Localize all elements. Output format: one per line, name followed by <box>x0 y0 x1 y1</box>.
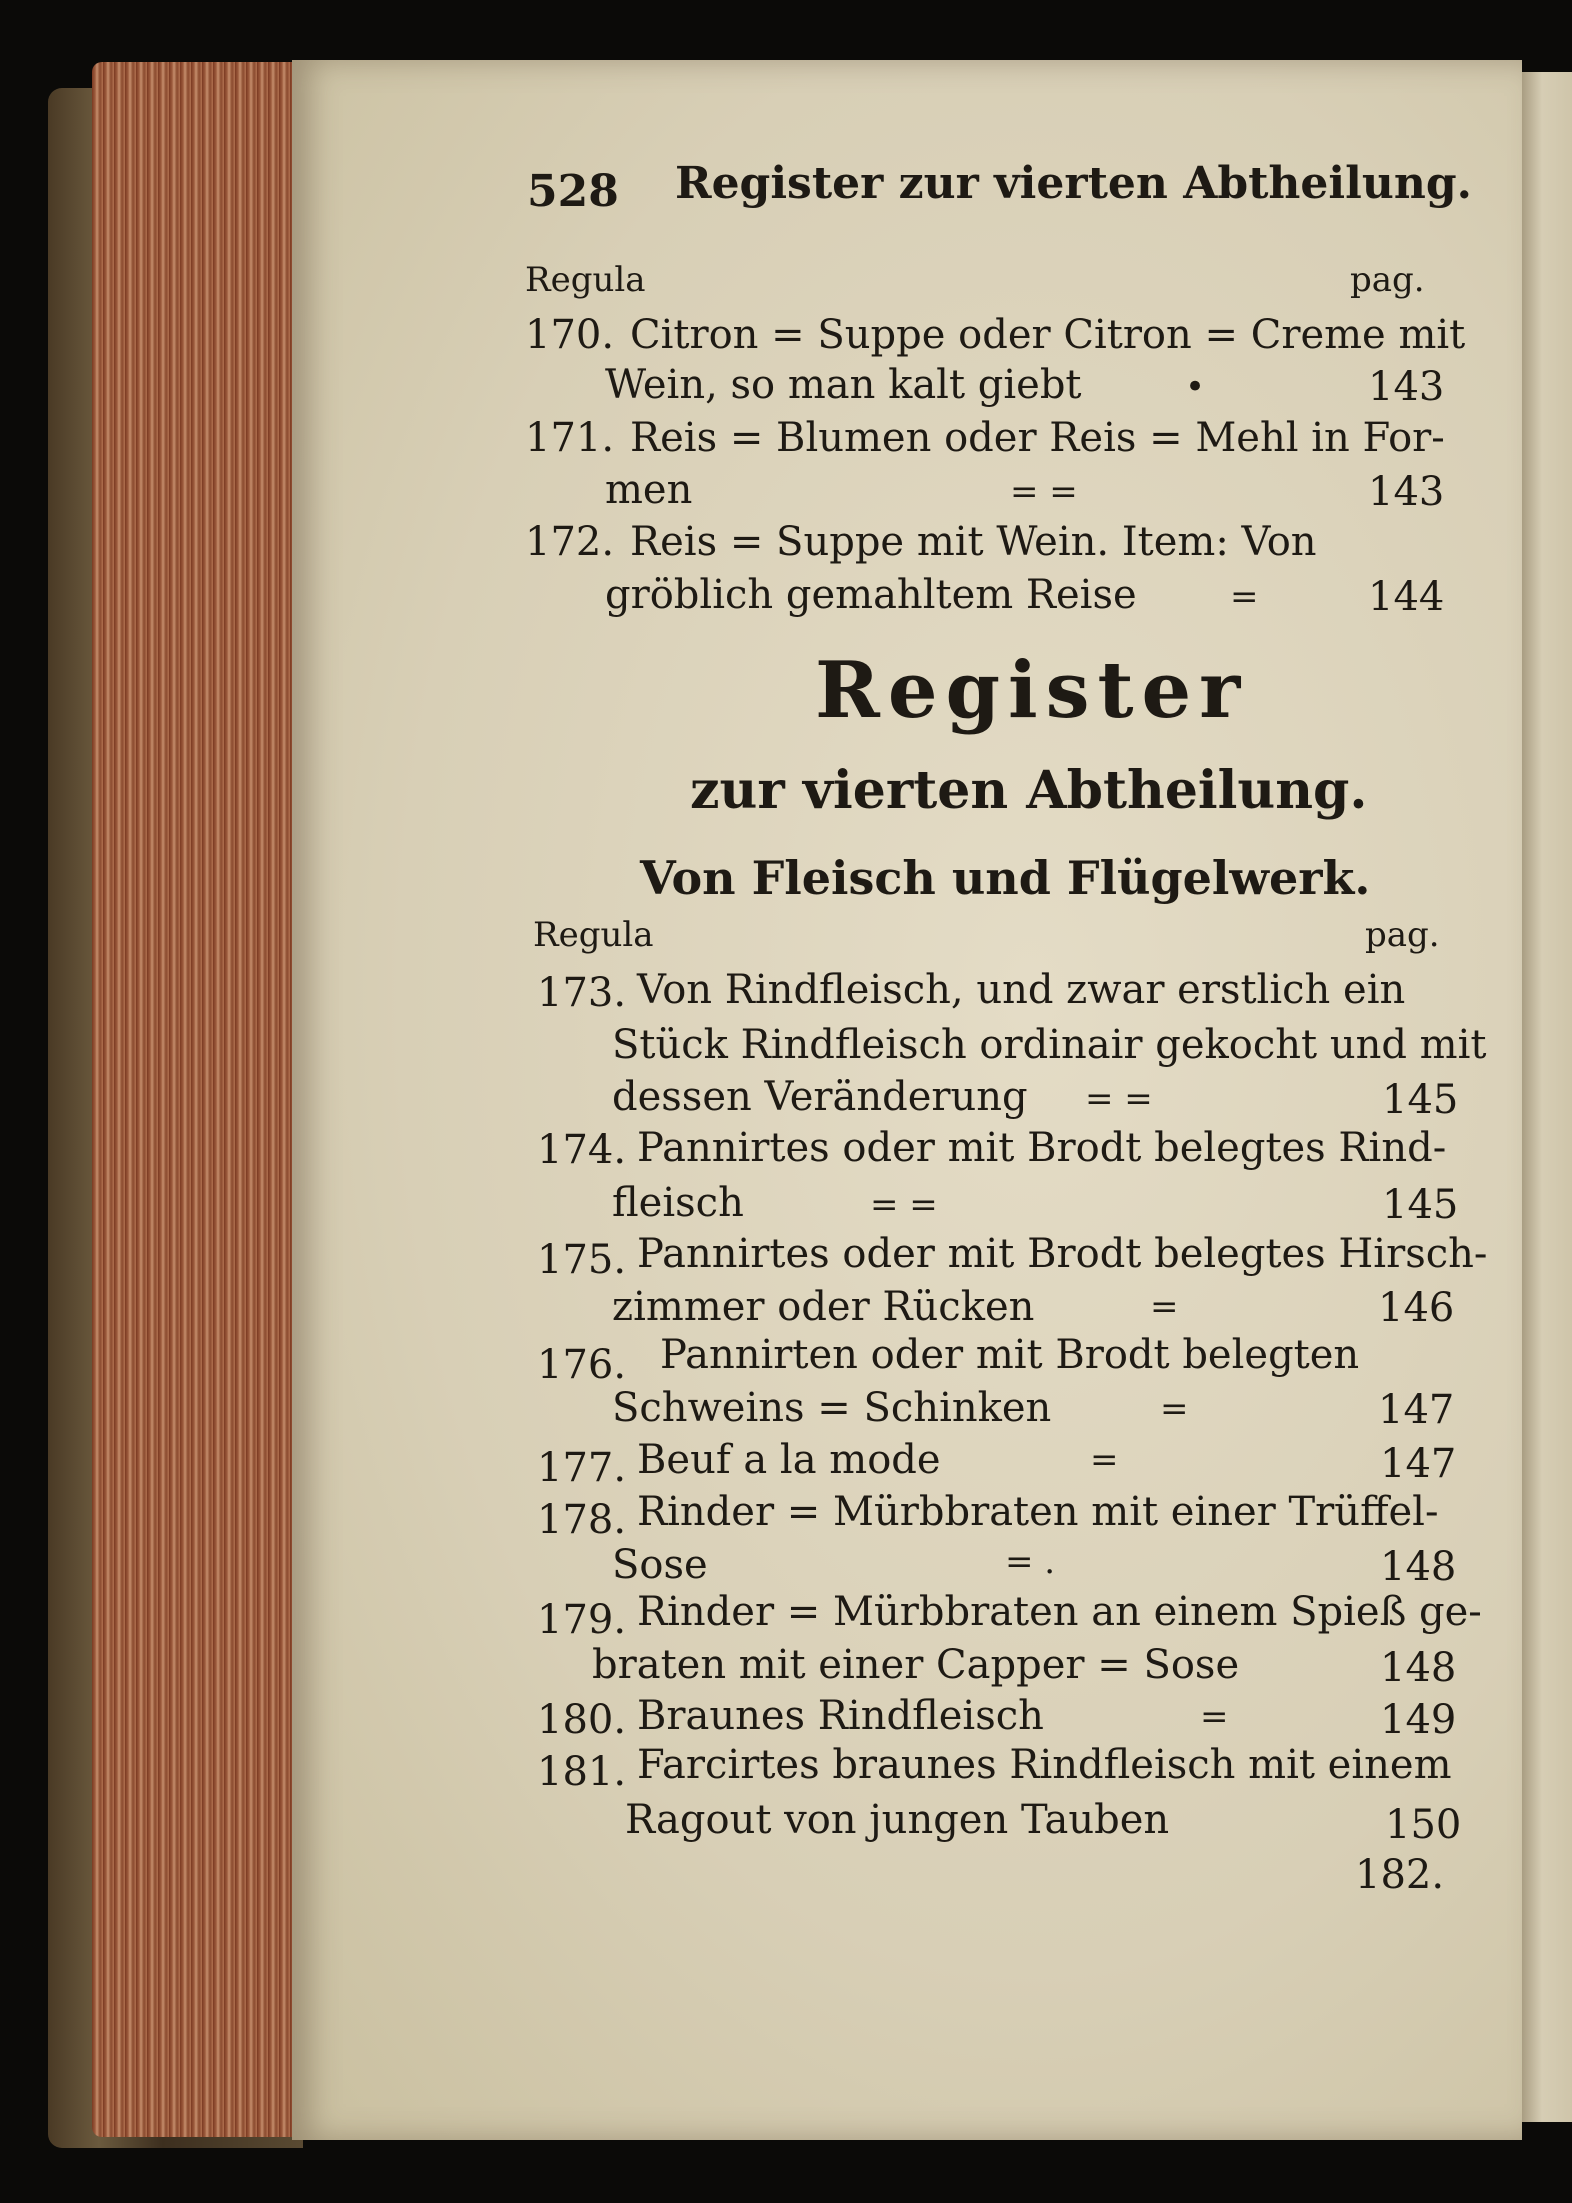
entry-number: 175. <box>537 1237 627 1283</box>
section-title: Register <box>815 645 1249 736</box>
pag-label: pag. <box>1365 915 1440 955</box>
catchword: 182. <box>1355 1852 1445 1898</box>
running-title: Register zur vierten Abtheilung. <box>675 158 1472 209</box>
entry-page: 146 <box>1378 1285 1455 1331</box>
leader-dots: = = <box>870 1185 938 1225</box>
leader-dots: = = <box>1085 1079 1153 1119</box>
entry-line: Farcirtes braunes Rindfleisch mit einem <box>637 1742 1452 1788</box>
entry-line: Citron = Suppe oder Citron = Creme mit <box>630 312 1466 358</box>
entry-line: men <box>605 467 693 513</box>
entry-line: gröblich gemahltem Reise <box>605 572 1137 618</box>
entry-page: 143 <box>1368 469 1445 515</box>
entry-line: Pannirtes oder mit Brodt belegtes Hirsch- <box>637 1231 1488 1277</box>
entry-page: 145 <box>1382 1182 1459 1228</box>
entry-line: Reis = Blumen oder Reis = Mehl in For- <box>630 415 1445 461</box>
leader-dots: = <box>1200 1697 1229 1737</box>
section-subtitle-2: Von Fleisch und Flügelwerk. <box>640 851 1371 905</box>
entry-page: 149 <box>1380 1697 1457 1743</box>
entry-page: 148 <box>1380 1645 1457 1691</box>
entry-line: Rinder = Mürbbraten mit einer Trüffel- <box>637 1489 1439 1535</box>
leader-dots: = = <box>1010 472 1078 512</box>
regula-label: Regula <box>525 260 646 300</box>
entry-line: Wein, so man kalt giebt <box>605 362 1082 408</box>
entry-line: braten mit einer Capper = Sose <box>592 1642 1240 1688</box>
leader-dots: = <box>1230 577 1259 617</box>
entry-number: 172. <box>525 519 615 565</box>
entry-number: 177. <box>537 1445 627 1491</box>
entry-page: 148 <box>1380 1544 1457 1590</box>
entry-line: Reis = Suppe mit Wein. Item: Von <box>630 519 1317 565</box>
entry-line: Stück Rindfleisch ordinair gekocht und mit <box>612 1022 1487 1068</box>
entry-line: zimmer oder Rücken <box>612 1284 1035 1330</box>
entry-page: 145 <box>1382 1077 1459 1123</box>
facing-page-edge <box>1522 72 1572 2122</box>
entry-number: 176. <box>537 1342 627 1388</box>
entry-line: Sose <box>612 1542 708 1588</box>
entry-line: Braunes Rindfleisch <box>637 1693 1044 1739</box>
entry-number: 171. <box>525 415 615 461</box>
entry-line: Schweins = Schinken <box>612 1385 1052 1431</box>
entry-number: 170. <box>525 312 615 358</box>
page-number: 528 <box>527 166 619 217</box>
entry-page: 143 <box>1368 364 1445 410</box>
entry-page: 147 <box>1380 1441 1457 1487</box>
pag-label: pag. <box>1350 260 1425 300</box>
leader-dots: • <box>1185 367 1206 407</box>
entry-page: 150 <box>1385 1802 1462 1848</box>
entry-line: Pannirtes oder mit Brodt belegtes Rind- <box>637 1125 1447 1171</box>
entry-number: 173. <box>537 970 627 1016</box>
leader-dots: = <box>1150 1287 1179 1327</box>
entry-line: Ragout von jungen Tauben <box>625 1797 1170 1843</box>
entry-number: 178. <box>537 1497 627 1543</box>
regula-label: Regula <box>533 915 654 955</box>
entry-line: fleisch <box>612 1180 744 1226</box>
entry-line: Von Rindfleisch, und zwar erstlich ein <box>637 967 1406 1013</box>
entry-line: Pannirten oder mit Brodt belegten <box>660 1332 1360 1378</box>
page-edges <box>92 62 308 2137</box>
entry-number: 180. <box>537 1697 627 1743</box>
leader-dots: = <box>1090 1440 1119 1480</box>
entry-line: dessen Veränderung <box>612 1074 1028 1120</box>
entry-number: 181. <box>537 1749 627 1795</box>
entry-page: 147 <box>1378 1387 1455 1433</box>
entry-number: 174. <box>537 1127 627 1173</box>
entry-line: Rinder = Mürbbraten an einem Spieß ge- <box>637 1589 1482 1635</box>
leader-dots: = <box>1160 1389 1189 1429</box>
entry-number: 179. <box>537 1597 627 1643</box>
leader-dots: = . <box>1005 1542 1056 1582</box>
entry-line: Beuf a la mode <box>637 1437 941 1483</box>
section-subtitle: zur vierten Abtheilung. <box>690 760 1368 821</box>
entry-page: 144 <box>1368 574 1445 620</box>
